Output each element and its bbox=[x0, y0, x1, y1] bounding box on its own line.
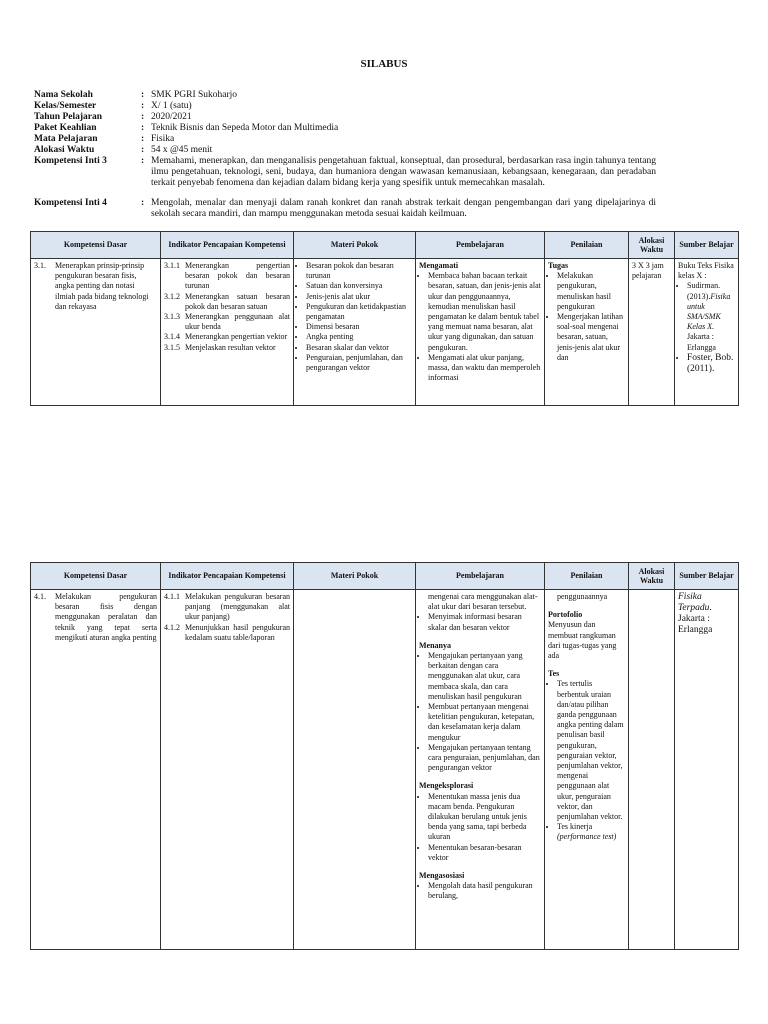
list-item: • Foster, Bob. (2011). bbox=[687, 353, 735, 375]
syllabus-table-1 bbox=[30, 231, 739, 406]
indikator-item: 3.1.5 Menjelaskan resultan vektor bbox=[164, 342, 276, 352]
indikator-cell bbox=[161, 590, 294, 950]
header-sumber: Sumber Belajar bbox=[675, 232, 739, 259]
indikator-item: 4.1.2 Menunjukkan hasil pengukuran kedalam suatu table/laporan bbox=[164, 622, 290, 642]
pembelajaran-cell bbox=[416, 259, 545, 406]
info-row-subject: Mata Pelajaran : Fisika bbox=[34, 134, 175, 144]
list-item: • Jenis-jenis alat ukur bbox=[306, 292, 412, 302]
section-heading: Tugas bbox=[548, 261, 569, 270]
section-heading: Portofolio bbox=[548, 610, 583, 620]
indikator-item: 4.1.1 Melakukan pengukuran besaran panjang (menggunakan alat ukur panjang) bbox=[164, 592, 290, 622]
materi-cell bbox=[294, 590, 416, 950]
page-title: SILABUS bbox=[360, 58, 408, 70]
header-pembelajaran: Pembelajaran bbox=[416, 232, 545, 259]
pembelajaran-cell: mengenai cara menggunakan alat-alat ukur dari besaran tersebut. • Menyimak informasi besaran skalar dan besaran vektor Menanya • Mengajukan pertanyaan yang berkaitan dengan cara menggunakan alat ukur, cara membaca skala, dan cara menuliskan hasil pengukuran • Membuat pertanyaan mengenai ketelitian pengukuran, ketepatan, dan keselamatan kerja dalam mengukur • Mengajukan pertanyaan tentang cara penguraian, penjumlahan, dan pengurangan vektor Mengeksplorasi • Menentukan massa jenis dua macam benda. Pengukuran dilakukan berulang untuk jenis benda yang sama, tapi berbeda ukuran • Menentukan besaran-besaran vektor Mengasosiasi • Mengolah data hasil pengukuran berulang, bbox=[416, 590, 545, 950]
header-alokasi: Alokasi Waktu bbox=[629, 563, 675, 590]
list-item: • Menyimak informasi besaran skalar dan besaran vektor bbox=[428, 612, 541, 632]
list-item: • Satuan dan konversinya bbox=[306, 281, 412, 291]
list-item: • Menentukan massa jenis dua macam benda. Pengukuran dilakukan berulang untuk jenis benda yang sama, tapi berbeda ukuran bbox=[428, 792, 541, 843]
list-item: • Sudirman.(2013).Fisika untuk SMA/SMK Kelas X. Jakarta : Erlangga bbox=[687, 281, 735, 352]
indikator-item: 3.1.4 Menerangkan pengertian vektor bbox=[164, 332, 288, 342]
list-item: • Penguraian, penjumlahan, dan pengurangan vektor bbox=[306, 353, 412, 373]
alokasi-cell: 3 X 3 jam pelajaran bbox=[629, 259, 675, 406]
header-kd: Kompetensi Dasar bbox=[31, 563, 161, 590]
header-penilaian: Penilaian bbox=[545, 232, 629, 259]
sumber-cell: Buku Teks Fisika kelas X : • Sudirman.(2013).Fisika untuk SMA/SMK Kelas X. Jakarta : Erlangga • Foster, Bob. (2011). bbox=[675, 259, 739, 406]
penilaian-cell bbox=[545, 259, 629, 406]
indikator-item: 3.1.1 Menerangkan pengertian besaran pokok dan besaran turunan bbox=[164, 261, 290, 291]
header-materi: Materi Pokok bbox=[294, 563, 416, 590]
identity-block bbox=[34, 90, 656, 220]
info-row-ki4: Kompetensi Inti 4 : Mengolah, menalar dan menyaji dalam ranah konkret dan ranah abstrak terkait dengan pengembangan dari yang dipelajarinya di sekolah secara mandiri, dan mampu menggunakan metoda sesuai kaidah keilmuan. bbox=[34, 198, 656, 219]
section-heading: Menanya bbox=[419, 640, 451, 650]
info-row-year: Tahun Pelajaran : 2020/2021 bbox=[34, 112, 192, 122]
list-item: • Membaca bahan bacaan terkait besaran, satuan, dan jenis-jenis alat ukur dan penggunaannya, kemudian menuliskan hasil pengamatan ke dalam bentuk tabel yang memuat nama besaran, alat ukur yang digunakan, dan satuan pengukuran. bbox=[428, 271, 541, 353]
list-item: • Tes kinerja (performance test) bbox=[557, 822, 625, 842]
list-item: • Mengajukan pertanyaan yang berkaitan dengan cara menggunakan alat ukur, cara membaca skala, dan cara menuliskan hasil pengukuran bbox=[428, 651, 541, 702]
info-row-class: Kelas/Semester : X/ 1 (satu) bbox=[34, 101, 192, 111]
table-row bbox=[31, 259, 739, 406]
table-row bbox=[31, 590, 739, 950]
table-header-row bbox=[31, 563, 739, 590]
list-item: • Mengerjakan latihan soal-soal mengenai besaran, satuan, jenis-jenis alat ukur dan bbox=[557, 312, 625, 363]
list-item: • Dimensi besaran bbox=[306, 322, 412, 332]
section-heading: Mengamati bbox=[419, 261, 459, 270]
header-materi: Materi Pokok bbox=[294, 232, 416, 259]
list-item: • Tes tertulis berbentuk uraian dan/atau pilihan ganda penggunaan angka penting dalam penulisan basil pengukuran, penguraian vektor, penjumlahan vektor, mengenai penggunaan alat ukur, penguraian vektor, dan penjumlahan vektor. bbox=[557, 679, 625, 822]
header-penilaian: Penilaian bbox=[545, 563, 629, 590]
list-item: • Membuat pertanyaan mengenai ketelitian pengukuran, ketepatan, dan keselamatan kerja dalam mengukur bbox=[428, 702, 541, 743]
info-row-school: Nama Sekolah : SMK PGRI Sukoharjo bbox=[34, 90, 238, 100]
info-row-time: Alokasi Waktu : 54 x @45 menit bbox=[34, 145, 213, 155]
info-row-ki3: Kompetensi Inti 3 : Memahami, menerapkan, dan menganalisis pengetahuan faktual, konseptual, dan prosedural, berdasarkan rasa ingin tahunya tentang ilmu pengetahuan, teknologi, seni, budaya, dan humaniora dengan wawasan kemanusiaan, kebangsaan, kenegaraan, dan peradaban terkait penyebab fenomena dan kejadian dalam bidang kerja yang spesifik untuk memecahkan masalah. bbox=[34, 156, 656, 188]
indikator-cell bbox=[161, 259, 294, 406]
alokasi-cell bbox=[629, 590, 675, 950]
header-pembelajaran: Pembelajaran bbox=[416, 563, 545, 590]
indikator-item: 3.1.2 Menerangkan satuan besaran pokok dan besaran satuan bbox=[164, 291, 290, 311]
syllabus-table-2 bbox=[30, 562, 739, 950]
list-item: • Melakukan pengukuran, menuliskan hasil pengukuran bbox=[557, 271, 625, 312]
header-indikator: Indikator Pencapaian Kompetensi bbox=[161, 232, 294, 259]
list-item: • Menentukan besaran-besaran vektor bbox=[428, 843, 541, 863]
section-heading: Tes bbox=[548, 669, 560, 679]
section-heading: Mengeksplorasi bbox=[419, 781, 474, 791]
list-item: • Angka penting bbox=[306, 332, 412, 342]
list-item: • Mengamati alat ukur panjang, massa, dan waktu dan memperoleh informasi bbox=[428, 353, 541, 384]
header-kd: Kompetensi Dasar bbox=[31, 232, 161, 259]
info-row-package: Paket Keahlian : Teknik Bisnis dan Sepeda Motor dan Multimedia bbox=[34, 123, 339, 133]
list-item: • Pengukuran dan ketidakpastian pengamatan bbox=[306, 302, 412, 322]
section-heading: Mengasosiasi bbox=[419, 871, 465, 881]
kd-cell: 3.1. Menerapkan prinsip-prinsip pengukuran besaran fisis, angka penting dan notasi ilmiah pada bidang teknologi dan rekayasa bbox=[31, 259, 161, 406]
header-alokasi: Alokasi Waktu bbox=[629, 232, 675, 259]
kd-cell: 4.1. Melakukan pengukuran besaran fisis dengan menggunakan peralatan dan teknik yang tepat serta mengikuti aturan angka penting bbox=[31, 590, 161, 950]
header-sumber: Sumber Belajar bbox=[675, 563, 739, 590]
indikator-item: 3.1.3 Menerangkan penggunaan alat ukur benda bbox=[164, 312, 290, 332]
list-item: • Mengolah data hasil pengukuran berulang, bbox=[428, 881, 541, 901]
list-item: • Mengajukan pertanyaan tentang cara penguraian, penjumlahan, dan pengurangan vektor bbox=[428, 743, 541, 774]
table-header-row bbox=[31, 232, 739, 259]
list-item: • Besaran pokok dan besaran turunan bbox=[306, 261, 412, 281]
penilaian-cell: penggunaannya Portofolio Menyusun dan membuat rangkuman dari tugas-tugas yang ada Tes • Tes tertulis berbentuk uraian dan/atau pilihan ganda penggunaan angka penting dalam penulisan basil pengukuran, penguraian vektor, penjumlahan vektor, mengenai penggunaan alat ukur, penguraian vektor, dan penjumlahan vektor. • Tes kinerja (performance test) bbox=[545, 590, 629, 950]
header-indikator: Indikator Pencapaian Kompetensi bbox=[161, 563, 294, 590]
sumber-cell: Fisika Terpadu. Jakarta : Erlangga bbox=[675, 590, 739, 950]
materi-cell bbox=[294, 259, 416, 406]
list-item: • Besaran skalar dan vektor bbox=[306, 343, 412, 353]
